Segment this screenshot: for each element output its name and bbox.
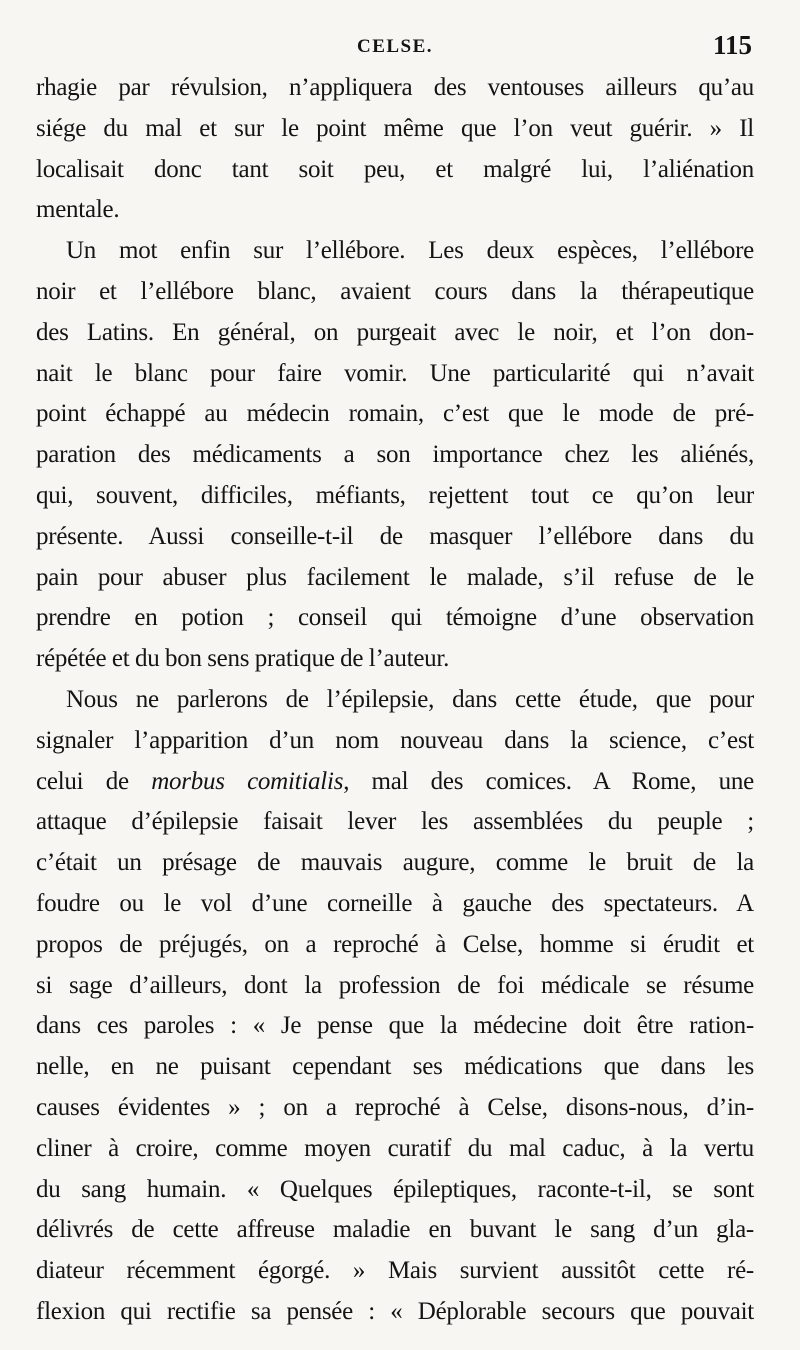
text-line: rhagie par révulsion, n’appliquera des ventouses ailleurs qu’au: [36, 74, 754, 101]
text-line: pain pour abuser plus facilement le malade, s’il refuse de le: [36, 563, 754, 591]
text-line: cliner à croire, comme moyen curatif du mal caduc, à la vertu: [36, 1134, 754, 1162]
body-text: [36, 68, 754, 1333]
text-line: du sang humain. « Quelques épileptiques, raconte-t-il, se sont: [36, 1175, 754, 1203]
paragraph-2: [36, 231, 754, 680]
text-line: répétée et du bon sens pratique de l’auteur.: [36, 645, 450, 673]
text-run: celui de: [36, 767, 152, 795]
text-line: présente. Aussi conseille-t-il de masquer l’ellébore dans du: [36, 522, 754, 550]
text-line: qui, souvent, difficiles, méfiants, rejettent tout ce qu’on leur: [36, 481, 754, 509]
text-line: des Latins. En général, on purgeait avec le noir, et l’on don-: [36, 318, 754, 346]
page-number: 115: [712, 30, 752, 60]
text-line: attaque d’épilepsie faisait lever les assemblées du peuple ;: [36, 808, 754, 836]
text-run: , mal des comices. A Rome, une: [343, 767, 754, 795]
text-line: délivrés de cette affreuse maladie en buvant le sang d’un gla-: [36, 1216, 754, 1244]
running-head: [36, 30, 754, 66]
text-line: c’était un présage de mauvais augure, comme le bruit de la: [36, 849, 754, 877]
text-line: nelle, en ne puisant cependant ses médications que dans les: [36, 1053, 754, 1081]
running-title: CELSE.: [356, 36, 434, 57]
text-line-with-italic: [36, 762, 754, 803]
text-line: point échappé au médecin romain, c’est que le mode de pré-: [36, 400, 754, 428]
text-line: mentale.: [36, 196, 120, 224]
text-line: nait le blanc pour faire vomir. Une particularité qui n’avait: [36, 359, 754, 387]
text-line: localisait donc tant soit peu, et malgré lui, l’aliénation: [36, 155, 754, 183]
paragraph-1: [36, 68, 754, 231]
text-line: causes évidentes » ; on a reproché à Celse, disons-nous, d’in-: [36, 1093, 754, 1121]
text-line: si sage d’ailleurs, dont la profession de foi médicale se résume: [36, 971, 754, 999]
latin-term: morbus comitialis: [151, 767, 344, 795]
text-line: prendre en potion ; conseil qui témoigne d’une observation: [36, 604, 754, 632]
text-line: flexion qui rectifie sa pensée : « Déplorable secours que pouvait: [36, 1297, 754, 1325]
text-line: foudre ou le vol d’une corneille à gauche des spectateurs. A: [36, 889, 754, 917]
text-line: noir et l’ellébore blanc, avaient cours dans la thérapeutique: [36, 277, 754, 305]
text-line: dans ces paroles : « Je pense que la médecine doit être ration-: [36, 1012, 754, 1040]
text-line: Un mot enfin sur l’ellébore. Les deux espèces, l’ellébore: [66, 237, 754, 265]
text-line: propos de préjugés, on a reproché à Celse, homme si érudit et: [36, 930, 754, 958]
text-line: siége du mal et sur le point même que l’on veut guérir. » Il: [36, 114, 754, 142]
text-line: Nous ne parlerons de l’épilepsie, dans cette étude, que pour: [66, 685, 754, 713]
paragraph-3: [36, 680, 754, 1333]
text-line: diateur récemment égorgé. » Mais survient aussitôt cette ré-: [36, 1257, 754, 1285]
text-line: signaler l’apparition d’un nom nouveau dans la science, c’est: [36, 726, 754, 754]
text-line: paration des médicaments a son importance chez les aliénés,: [36, 441, 754, 469]
